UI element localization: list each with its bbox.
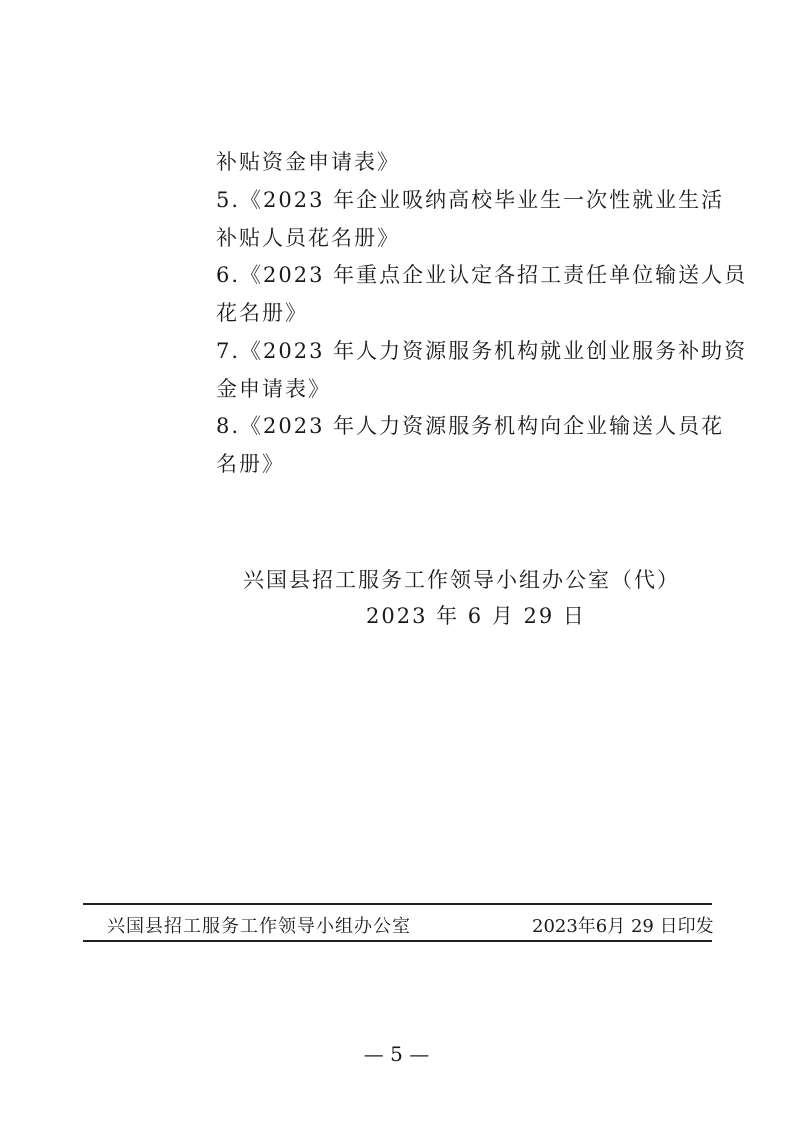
colophon-top-rule <box>83 903 712 905</box>
attachment-line: 花名册》 <box>216 301 308 325</box>
attachment-line: 名册》 <box>216 452 285 476</box>
colophon-issuer: 兴国县招工服务工作领导小组办公室 <box>107 916 411 937</box>
signature-date: 2023 年 6 月 29 日 <box>366 604 586 628</box>
attachment-line: 金申请表》 <box>216 377 331 401</box>
colophon-print-date: 2023年6月 29 日印发 <box>532 916 714 937</box>
attachment-line: 7.《2023 年人力资源服务机构就业创业服务补助资 <box>216 339 748 363</box>
attachment-line: 6.《2023 年重点企业认定各招工责任单位输送人员 <box>216 263 748 287</box>
attachment-line: 5.《2023 年企业吸纳高校毕业生一次性就业生活 <box>216 188 725 212</box>
page-number: — 5 — <box>363 1042 430 1066</box>
attachment-line: 补贴资金申请表》 <box>216 150 400 174</box>
attachment-line: 8.《2023 年人力资源服务机构向企业输送人员花 <box>216 414 725 438</box>
colophon-bottom-rule <box>83 940 712 942</box>
signature-organization: 兴国县招工服务工作领导小组办公室（代） <box>243 568 680 592</box>
attachment-line: 补贴人员花名册》 <box>216 226 400 250</box>
